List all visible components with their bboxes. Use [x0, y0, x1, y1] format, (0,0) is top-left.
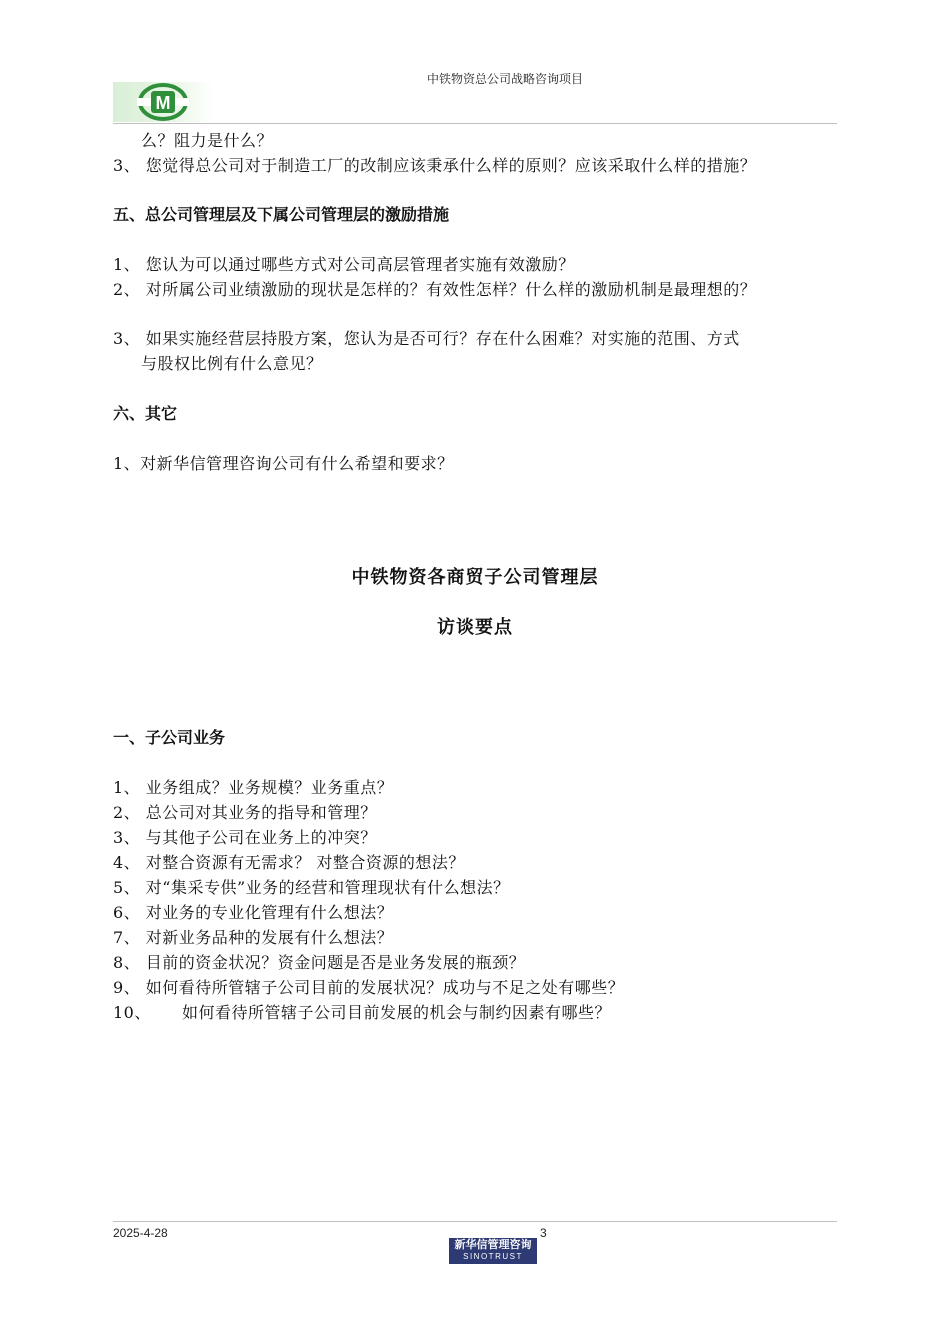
- sinotrust-logo: [449, 1238, 537, 1264]
- part1-item-text: 如何看待所管辖子公司目前发展的机会与制约因素有哪些？: [182, 1003, 612, 1022]
- section4-item-3: 3、 您觉得总公司对于制造工厂的改制应该秉承什么样的原则？应该采取什么样的措施？: [113, 156, 757, 175]
- part1-item: 6、 对业务的专业化管理有什么想法？: [113, 903, 394, 922]
- header-divider: [113, 123, 837, 124]
- doc-title: 中铁物资各商贸子公司管理层: [351, 567, 599, 588]
- logo-m-icon: [113, 82, 213, 122]
- part1-title: 一、子公司业务: [113, 728, 226, 747]
- part1-item: 9、 如何看待所管辖子公司目前的发展状况？成功与不足之处有哪些？: [113, 978, 625, 997]
- section5-item: 3、 如果实施经营层持股方案，您认为是否可行？存在什么困难？对实施的范围、方式: [113, 329, 740, 348]
- part1-item-number: 10、: [113, 1003, 151, 1022]
- page-number: 3: [540, 1226, 547, 1240]
- continuation-text: 么？阻力是什么？: [141, 131, 274, 150]
- section5-item: 2、 对所属公司业绩激励的现状是怎样的？有效性怎样？什么样的激励机制是最理想的？: [113, 280, 757, 299]
- section6-title: 六、其它: [113, 404, 178, 423]
- header-title: 中铁物资总公司战略咨询项目: [427, 72, 584, 86]
- part1-item: 5、 对“集采专供”业务的经营和管理现状有什么想法？: [113, 878, 510, 897]
- section5-title: 五、总公司管理层及下属公司管理层的激励措施: [113, 205, 450, 224]
- part1-item: 8、 目前的资金状况？资金问题是否是业务发展的瓶颈？: [113, 953, 526, 972]
- part1-item: 2、 总公司对其业务的指导和管理？: [113, 803, 377, 822]
- part1-item: 1、 业务组成？业务规模？业务重点？: [113, 778, 394, 797]
- footer-divider: [113, 1221, 837, 1222]
- doc-subtitle: 访谈要点: [437, 617, 513, 638]
- logo-letter: M: [155, 93, 171, 113]
- part1-item: 7、 对新业务品种的发展有什么想法？: [113, 928, 394, 947]
- company-logo: [113, 82, 213, 122]
- section5-item-continuation: 与股权比例有什么意见？: [141, 354, 323, 373]
- section5-item: 1、 您认为可以通过哪些方式对公司高层管理者实施有效激励？: [113, 255, 575, 274]
- footer-date: 2025-4-28: [113, 1226, 168, 1240]
- section6-item: 1、对新华信管理咨询公司有什么希望和要求？: [113, 454, 454, 473]
- badge-en: SINOTRUST: [463, 1252, 523, 1261]
- badge-cn: 新华信管理咨询: [454, 1239, 532, 1251]
- part1-item: 4、 对整合资源有无需求？ 对整合资源的想法？: [113, 853, 465, 872]
- part1-item: 3、 与其他子公司在业务上的冲突？: [113, 828, 377, 847]
